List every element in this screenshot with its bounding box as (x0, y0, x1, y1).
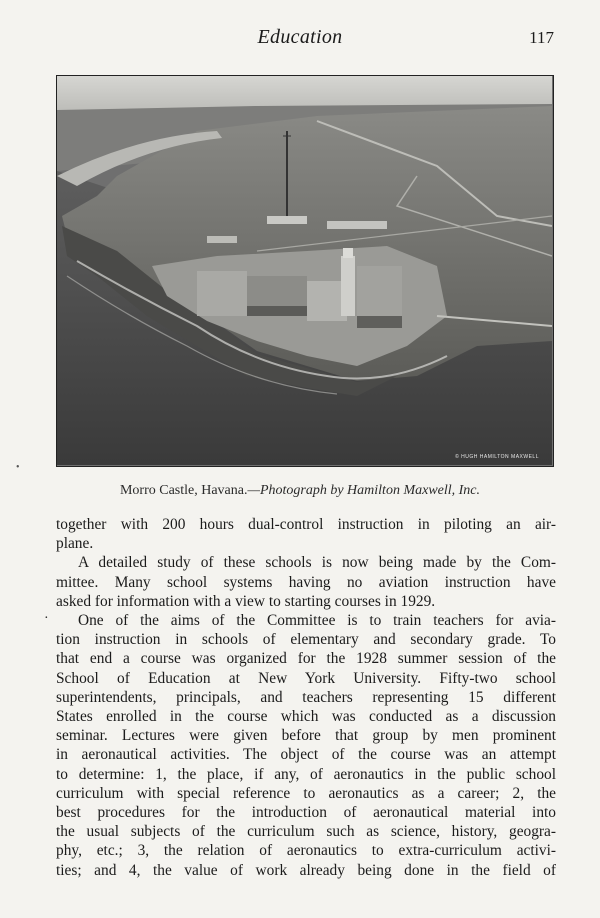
text-line: asked for information with a view to starting courses in 1929. (56, 592, 436, 610)
aerial-photograph (56, 75, 554, 467)
text-line: to determine: 1, the place, if any, of aeronautics in the public school (56, 765, 556, 783)
caption-credit: —Photograph by Hamilton Maxwell, Inc. (247, 483, 481, 498)
text-line: mittee. Many school systems having no aviation instruction have (56, 573, 556, 591)
caption-location: Morro Castle, Havana. (119, 483, 248, 498)
text-line: superintendents, principals, and teachers representing 15 different (56, 688, 556, 706)
text-line: plane. (56, 535, 94, 553)
morro-castle-photo-illustration (57, 76, 552, 465)
text-line: tion instruction in schools of elementary and secondary grade. To (56, 631, 556, 649)
text-line: phy, etc.; 3, the relation of aeronautics to extra-curriculum activi- (56, 842, 556, 860)
text-line: in aeronautical activities. The object of the course was an attempt (56, 746, 556, 764)
running-head (0, 26, 600, 54)
text-line: the usual subjects of the curriculum such as science, history, geogra- (56, 823, 556, 841)
text-line: School of Education at New York University. Fifty-two school (56, 669, 556, 687)
section-title: Education (257, 26, 343, 48)
text-line: together with 200 hours dual-control instruction in piloting an air- (56, 516, 556, 533)
paragraph-3 (56, 611, 556, 880)
body-text (56, 515, 556, 880)
text-line: that end a course was organized for the 1928 summer session of the (56, 650, 556, 668)
print-speck: • (16, 462, 20, 473)
text-line: States enrolled in the course which was conducted as a discussion (56, 708, 556, 726)
text-line: ties; and 4, the value of work already being done in the field of (56, 861, 556, 879)
photo-watermark: © HUGH HAMILTON MAXWELL (455, 454, 539, 460)
paragraph-2 (56, 553, 556, 611)
text-line: seminar. Lectures were given before that group by men prominent (56, 727, 556, 745)
text-line: One of the aims of the Committee is to train teachers for avia- (78, 612, 556, 630)
text-line: best procedures for the introduction of aeronautical material into (56, 804, 556, 822)
page-number: 117 (529, 28, 554, 47)
paragraph-1 (56, 515, 556, 553)
text-line: A detailed study of these schools is now being made by the Com- (78, 554, 556, 572)
text-line: curriculum with special reference to aeronautics as a career; 2, the (56, 784, 556, 802)
margin-dot: · (44, 611, 49, 626)
figure-caption (0, 483, 600, 499)
